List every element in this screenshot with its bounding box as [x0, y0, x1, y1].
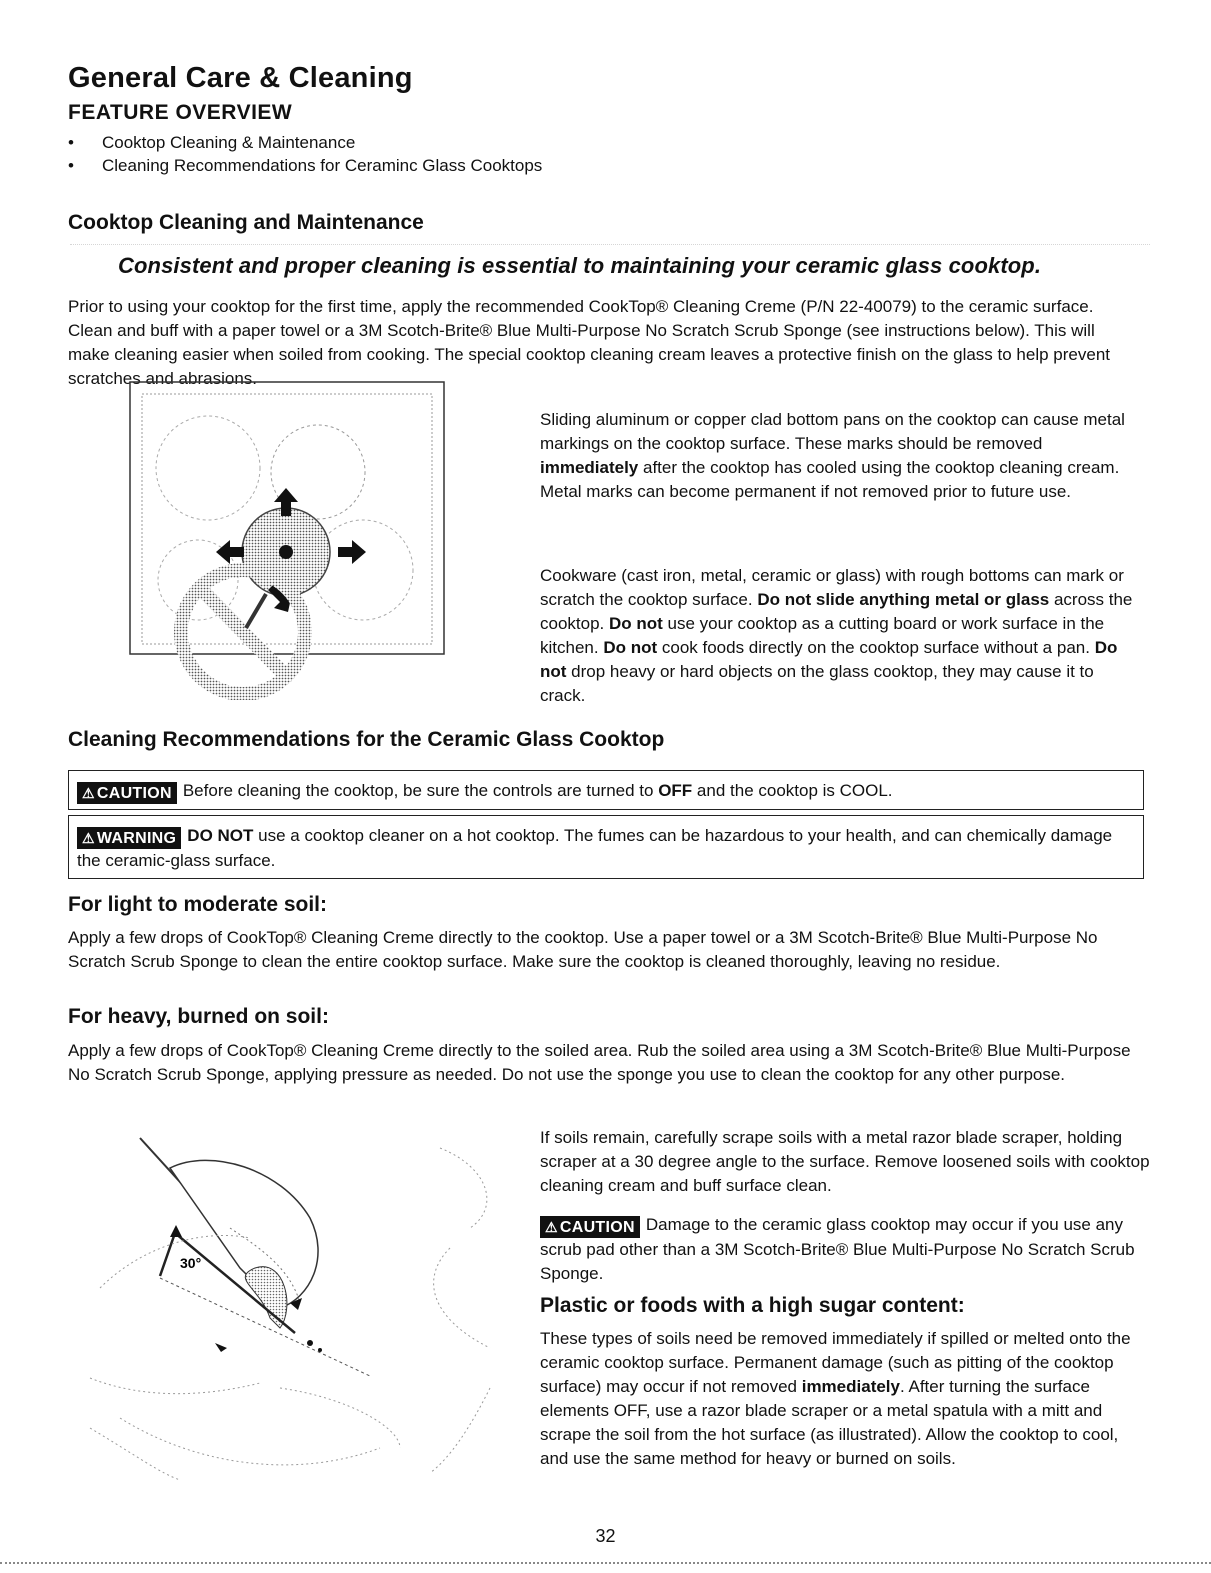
light-soil-paragraph: Apply a few drops of CookTop® Cleaning Creme directly to the cooktop. Use a paper towel or a 3M Scotch-Brite® Blue Multi-Purpose No Scratch Scrub Sponge to clean the entire cooktop surface. Make sure the cooktop is cleaned thoroughly, leaving no residue.: [68, 928, 1098, 971]
light-soil-heading: For light to moderate soil:: [68, 893, 328, 916]
caution-badge: [77, 782, 177, 804]
text-run: across the cooktop.: [540, 590, 1133, 633]
scraper-illustration: [80, 1128, 510, 1488]
caution-badge: [540, 1216, 640, 1238]
page-title: General Care & Cleaning: [68, 62, 413, 94]
emphasis-do-not: DO NOT: [187, 826, 254, 845]
warning-triangle-icon: ⚠: [82, 785, 95, 801]
page-number: 32: [595, 1526, 616, 1546]
warning-box: [68, 815, 1144, 879]
text-run: Before cleaning the cooktop, be sure the controls are turned to: [182, 781, 659, 800]
badge-label: CAUTION: [559, 1219, 635, 1236]
text-run: Sliding aluminum or copper clad bottom pans on the cooktop can cause metal markings on the cooktop surface. These marks should be removed: [540, 410, 1125, 453]
sugar-paragraph: [540, 1327, 1140, 1471]
text-run: cook foods directly on the cooktop surface without a pan.: [657, 638, 1095, 657]
emphasis-off: OFF: [658, 781, 693, 800]
caution-scrub-pad: [540, 1213, 1140, 1286]
emphasis: Do not: [540, 638, 1118, 681]
text-run: and the cooktop is COOL.: [692, 781, 893, 800]
sliding-paragraph: [540, 408, 1140, 504]
list-item: • Cooktop Cleaning & Maintenance: [68, 131, 588, 154]
cookware-paragraph: [540, 564, 1140, 708]
caution-box: [68, 770, 1144, 810]
cooktop-no-slide-illustration: [128, 380, 458, 700]
text-run: Cookware (cast iron, metal, ceramic or glass) with rough bottoms can mark or scratch the cooktop surface.: [540, 566, 1124, 609]
warning-triangle-icon: ⚠: [82, 830, 95, 846]
badge-label: CAUTION: [96, 785, 172, 802]
emphasis: Do not: [603, 638, 658, 657]
emphasis-immediately: immediately: [801, 1377, 900, 1396]
angle-label: 30°: [180, 1255, 202, 1271]
scrape-paragraph: If soils remain, carefully scrape soils with a metal razor blade scraper, holding scraper at a 30 degree angle to the surface. Remove loosened soils with cooktop cleaning cream and buff surface clean.: [540, 1128, 1150, 1195]
text-run: after the cooktop has cooled using the cooktop cleaning cream. Metal marks can become permanent if not removed prior to future use.: [540, 458, 1120, 501]
text-run: use a cooktop cleaner on a hot cooktop. The fumes can be hazardous to your health, and can chemically damage the ceramic-glass surface.: [77, 826, 1113, 870]
intro-paragraph: Prior to using your cooktop for the first time, apply the recommended CookTop® Cleaning Creme (P/N 22-40079) to the ceramic surface. Clean and buff with a paper towel or a 3M Scotch-Brite® Blue Multi-Purpose No Scratch Scrub Sponge (see instructions below). This will make cleaning easier when soiled from cooking. The special cooktop cleaning cream leaves a protective finish on the glass to help prevent scratches and abrasions.: [68, 297, 1110, 388]
bottom-dotted-rule: [0, 1562, 1211, 1564]
emphasis: Do not: [609, 614, 663, 633]
text-run: . After turning the surface elements OFF, use a razor blade scraper or a metal spatula with a mitt and scrape the soil from the hot surface (as illustrated). Allow the cooktop to cool, and use the same method for heavy or burned on soils.: [540, 1377, 1119, 1468]
feature-overview-heading: FEATURE OVERVIEW: [68, 101, 293, 124]
section-heading-cleaning-recommendations: Cleaning Recommendations for the Ceramic Glass Cooktop: [68, 728, 665, 751]
sugar-heading: Plastic or foods with a high sugar content:: [540, 1294, 965, 1317]
text-run: drop heavy or hard objects on the glass cooktop, they may cause it to crack.: [540, 662, 1094, 705]
text-run: Damage to the ceramic glass cooktop may occur if you use any scrub pad other than a 3M Scotch-Brite® Blue Multi-Purpose No Scratch Scrub Sponge.: [540, 1215, 1135, 1283]
tagline: Consistent and proper cleaning is essential to maintaining your ceramic glass cooktop.: [118, 253, 1042, 278]
heavy-soil-paragraph: Apply a few drops of CookTop® Cleaning Creme directly to the soiled area. Rub the soiled area using a 3M Scotch-Brite® Blue Multi-Purpose No Scratch Scrub Sponge, applying pressure as needed. Do not use the sponge you use to clean the cooktop for any other purpose.: [68, 1041, 1131, 1084]
section-heading-cooktop-cleaning: Cooktop Cleaning and Maintenance: [68, 211, 424, 234]
text-run: These types of soils need be removed immediately if spilled or melted onto the ceramic cooktop surface. Permanent damage (such as pitting of the cooktop surface) may occur if not removed: [540, 1329, 1131, 1396]
list-item: • Cleaning Recommendations for Ceraminc Glass Cooktops: [68, 154, 552, 177]
emphasis: Do not slide anything metal or glass: [757, 590, 1050, 609]
emphasis-immediately: immediately: [540, 458, 639, 477]
heavy-soil-heading: For heavy, burned on soil:: [68, 1005, 329, 1028]
warning-badge: [77, 827, 181, 849]
text-run: use your cooktop as a cutting board or work surface in the kitchen.: [540, 614, 1105, 657]
warning-triangle-icon: ⚠: [545, 1219, 558, 1235]
feature-overview-list: [68, 131, 588, 177]
badge-label: WARNING: [96, 830, 177, 847]
